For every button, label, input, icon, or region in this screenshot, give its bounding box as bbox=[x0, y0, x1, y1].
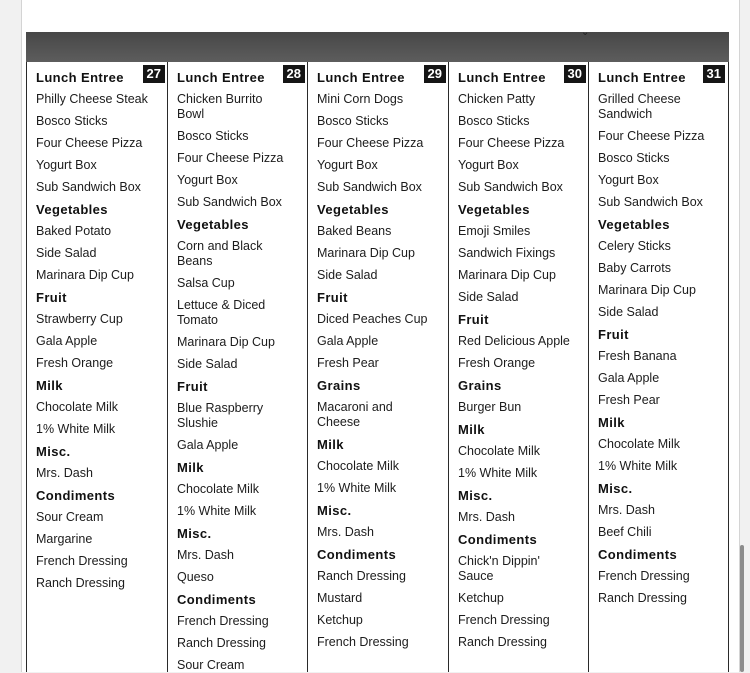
menu-item: 1% White Milk bbox=[458, 466, 538, 480]
section-heading: Fruit bbox=[458, 312, 489, 327]
section-heading: Condiments bbox=[317, 547, 397, 562]
menu-item: French Dressing bbox=[598, 569, 690, 583]
section-heading: Grains bbox=[458, 378, 502, 393]
day-sections bbox=[458, 70, 588, 650]
menu-item: Yogurt Box bbox=[598, 173, 659, 187]
section-heading: Misc. bbox=[317, 503, 352, 518]
menu-item: Sour Cream bbox=[177, 658, 245, 672]
menu-item: Sub Sandwich Box bbox=[177, 195, 282, 209]
menu-item: Sub Sandwich Box bbox=[36, 180, 141, 194]
day-sections bbox=[598, 70, 727, 606]
menu-item: Yogurt Box bbox=[36, 158, 97, 172]
section-heading: Condiments bbox=[36, 488, 116, 503]
menu-item: Bosco Sticks bbox=[36, 114, 108, 128]
menu-item: Celery Sticks bbox=[598, 239, 671, 253]
section-heading: Fruit bbox=[177, 379, 208, 394]
menu-item: Mustard bbox=[317, 591, 363, 605]
section-heading: Milk bbox=[177, 460, 204, 475]
menu-item: Mrs. Dash bbox=[36, 466, 93, 480]
menu-item: Gala Apple bbox=[36, 334, 98, 348]
menu-item: Fresh Orange bbox=[458, 356, 536, 370]
section-heading: Milk bbox=[36, 378, 63, 393]
section-heading: Fruit bbox=[317, 290, 348, 305]
menu-item: Sub Sandwich Box bbox=[598, 195, 703, 209]
menu-item: Marinara Dip Cup bbox=[317, 246, 415, 260]
menu-item: Bosco Sticks bbox=[598, 151, 670, 165]
menu-item: Sour Cream bbox=[36, 510, 104, 524]
section-heading: Misc. bbox=[458, 488, 493, 503]
menu-item: Red Delicious Apple bbox=[458, 334, 570, 348]
menu-item: Grilled Cheese Sandwich bbox=[598, 92, 681, 121]
day-number: 27 bbox=[143, 65, 165, 83]
menu-item: Mrs. Dash bbox=[177, 548, 234, 562]
section-heading: Vegetables bbox=[177, 217, 249, 232]
section-heading: Vegetables bbox=[317, 202, 389, 217]
section-heading: Vegetables bbox=[458, 202, 530, 217]
menu-item: Ranch Dressing bbox=[458, 635, 547, 649]
menu-item: Sub Sandwich Box bbox=[458, 180, 563, 194]
menu-item: Ketchup bbox=[458, 591, 504, 605]
section-heading: Lunch Entree bbox=[317, 70, 405, 85]
menu-item: Mini Corn Dogs bbox=[317, 92, 404, 106]
menu-item: Baked Potato bbox=[36, 224, 112, 238]
menu-item: Fresh Orange bbox=[36, 356, 114, 370]
menu-item: Beef Chili bbox=[598, 525, 652, 539]
section-heading: Lunch Entree bbox=[177, 70, 265, 85]
menu-item: Side Salad bbox=[598, 305, 659, 319]
menu-item: Mrs. Dash bbox=[458, 510, 515, 524]
menu-item: Mrs. Dash bbox=[598, 503, 655, 517]
day-sections bbox=[36, 70, 167, 591]
menu-item: Yogurt Box bbox=[317, 158, 378, 172]
menu-item: Chocolate Milk bbox=[458, 444, 540, 458]
menu-item: Gala Apple bbox=[317, 334, 379, 348]
section-heading: Condiments bbox=[458, 532, 538, 547]
day-sections bbox=[177, 70, 307, 673]
menu-item: Marinara Dip Cup bbox=[177, 335, 275, 349]
section-heading: Misc. bbox=[36, 444, 71, 459]
menu-item: Philly Cheese Steak bbox=[36, 92, 148, 106]
menu-item: Chicken Burrito Bowl bbox=[177, 92, 263, 121]
menu-item: Sub Sandwich Box bbox=[317, 180, 422, 194]
menu-item: 1% White Milk bbox=[36, 422, 116, 436]
menu-item: Gala Apple bbox=[177, 438, 239, 452]
menu-item: Blue Raspberry Slushie bbox=[177, 401, 264, 430]
day-number: 31 bbox=[703, 65, 725, 83]
menu-item: French Dressing bbox=[177, 614, 269, 628]
section-heading: Condiments bbox=[177, 592, 257, 607]
menu-item: Side Salad bbox=[36, 246, 97, 260]
menu-item: Bosco Sticks bbox=[458, 114, 530, 128]
menu-item: 1% White Milk bbox=[177, 504, 257, 518]
menu-item: Ranch Dressing bbox=[598, 591, 687, 605]
menu-item: Queso bbox=[177, 570, 214, 584]
menu-item: Side Salad bbox=[317, 268, 378, 282]
section-heading: Milk bbox=[317, 437, 344, 452]
menu-item: Corn and Black Beans bbox=[177, 239, 263, 268]
header-banner bbox=[26, 32, 729, 62]
menu-item: Yogurt Box bbox=[177, 173, 238, 187]
section-heading: Condiments bbox=[598, 547, 678, 562]
scrollbar[interactable] bbox=[740, 545, 744, 672]
menu-item: Chick'n Dippin' Sauce bbox=[458, 554, 540, 583]
section-heading: Grains bbox=[317, 378, 361, 393]
menu-item: Four Cheese Pizza bbox=[317, 136, 424, 150]
day-column-30 bbox=[449, 62, 589, 672]
menu-item: Chocolate Milk bbox=[598, 437, 680, 451]
menu-grid bbox=[26, 62, 729, 672]
menu-item: Marinara Dip Cup bbox=[36, 268, 134, 282]
menu-item: Baked Beans bbox=[317, 224, 392, 238]
section-heading: Lunch Entree bbox=[458, 70, 546, 85]
menu-item: Sandwich Fixings bbox=[458, 246, 556, 260]
menu-item: Ranch Dressing bbox=[317, 569, 406, 583]
menu-item: Chocolate Milk bbox=[177, 482, 259, 496]
menu-item: Macaroni and Cheese bbox=[317, 400, 393, 429]
day-sections bbox=[317, 70, 448, 650]
menu-item: Marinara Dip Cup bbox=[598, 283, 696, 297]
menu-item: Yogurt Box bbox=[458, 158, 519, 172]
menu-item: Four Cheese Pizza bbox=[458, 136, 565, 150]
section-heading: Milk bbox=[598, 415, 625, 430]
menu-item: French Dressing bbox=[36, 554, 128, 568]
day-number: 28 bbox=[283, 65, 305, 83]
day-column-28 bbox=[168, 62, 308, 672]
menu-item: French Dressing bbox=[317, 635, 409, 649]
menu-item: Ranch Dressing bbox=[177, 636, 266, 650]
section-heading: Lunch Entree bbox=[598, 70, 686, 85]
section-heading: Vegetables bbox=[36, 202, 108, 217]
chevron-down-icon: ⌄ bbox=[581, 27, 590, 38]
menu-item: Chocolate Milk bbox=[36, 400, 118, 414]
menu-item: Burger Bun bbox=[458, 400, 522, 414]
menu-item: Chocolate Milk bbox=[317, 459, 399, 473]
day-number: 30 bbox=[564, 65, 586, 83]
day-column-31 bbox=[589, 62, 727, 672]
day-number: 29 bbox=[424, 65, 446, 83]
menu-item: Fresh Pear bbox=[598, 393, 660, 407]
menu-item: Four Cheese Pizza bbox=[36, 136, 143, 150]
menu-item: Lettuce & Diced Tomato bbox=[177, 298, 266, 327]
menu-item: Ketchup bbox=[317, 613, 363, 627]
menu-item: Emoji Smiles bbox=[458, 224, 531, 238]
day-column-27 bbox=[27, 62, 168, 672]
menu-item: Side Salad bbox=[177, 357, 238, 371]
menu-item: Bosco Sticks bbox=[317, 114, 389, 128]
section-heading: Fruit bbox=[36, 290, 67, 305]
menu-item: Four Cheese Pizza bbox=[598, 129, 705, 143]
menu-item: Bosco Sticks bbox=[177, 129, 249, 143]
section-heading: Fruit bbox=[598, 327, 629, 342]
menu-item: Side Salad bbox=[458, 290, 519, 304]
menu-item: Fresh Banana bbox=[598, 349, 677, 363]
section-heading: Misc. bbox=[177, 526, 212, 541]
section-heading: Lunch Entree bbox=[36, 70, 124, 85]
menu-item: Margarine bbox=[36, 532, 93, 546]
menu-item: Chicken Patty bbox=[458, 92, 536, 106]
day-column-29 bbox=[308, 62, 449, 672]
menu-item: Gala Apple bbox=[598, 371, 660, 385]
menu-item: Mrs. Dash bbox=[317, 525, 374, 539]
menu-item: French Dressing bbox=[458, 613, 550, 627]
menu-item: 1% White Milk bbox=[317, 481, 397, 495]
section-heading: Milk bbox=[458, 422, 485, 437]
menu-item: Baby Carrots bbox=[598, 261, 671, 275]
menu-item: Four Cheese Pizza bbox=[177, 151, 284, 165]
menu-item: 1% White Milk bbox=[598, 459, 678, 473]
menu-item: Salsa Cup bbox=[177, 276, 235, 290]
menu-item: Ranch Dressing bbox=[36, 576, 125, 590]
menu-item: Strawberry Cup bbox=[36, 312, 123, 326]
section-heading: Misc. bbox=[598, 481, 633, 496]
menu-item: Marinara Dip Cup bbox=[458, 268, 556, 282]
menu-item: Fresh Pear bbox=[317, 356, 379, 370]
section-heading: Vegetables bbox=[598, 217, 670, 232]
menu-item: Diced Peaches Cup bbox=[317, 312, 428, 326]
